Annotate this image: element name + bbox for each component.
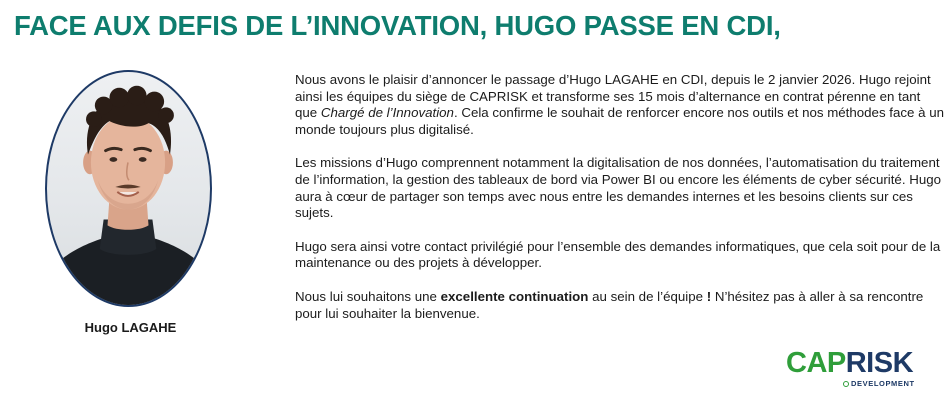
paragraph-contact: Hugo sera ainsi votre contact privilégié pour l’ensemble des demandes informatiques, que cela soit pour de la maintenance ou des projets à développer. (295, 238, 941, 271)
portrait-photo (45, 70, 212, 307)
logo-circle-icon (843, 381, 849, 387)
logo-subtitle: DEVELOPMENT (843, 379, 915, 388)
logo-wordmark: CAPRISK (786, 347, 914, 379)
announcement-body (295, 72, 945, 339)
paragraph-announcement: Nous avons le plaisir d’annoncer le passage d’Hugo LAGAHE en CDI, depuis le 2 janvier 2026. Hugo rejoint ainsi les équipes du siège de CAPRISK et transforme ses 15 mois d’alternance en contrat pérenne en tant que Chargé de l’Innovation. Cela confirme le souhait de renforcer encore nos outils et nos méthodes face à un monde toujours plus digitalisé. (295, 72, 944, 137)
portrait-caption: Hugo LAGAHE (84, 320, 177, 335)
job-title: Chargé de l’Innovation (320, 105, 454, 121)
caprisk-logo (786, 348, 930, 394)
paragraph-welcome: Nous lui souhaitons une excellente continuation au sein de l’équipe ! N’hésitez pas à aller à sa rencontre pour lui souhaiter la bienvenue. (295, 288, 924, 321)
page-title: FACE AUX DEFIS DE L’INNOVATION, HUGO PASSE EN CDI, (14, 10, 781, 41)
emphasis-text: excellente continuation (440, 288, 589, 304)
person-portrait-image (47, 72, 210, 305)
paragraph-missions: Les missions d’Hugo comprennent notamment la digitalisation de nos données, l’automatisation du traitement de l’information, la gestion des tableaux de bord via Power BI ou encore les éléments de cyber sécurité. Hugo aura à cœur de partager son temps avec nous entre les demandes internes et les besoins clients sur ces sujets. (295, 155, 942, 221)
